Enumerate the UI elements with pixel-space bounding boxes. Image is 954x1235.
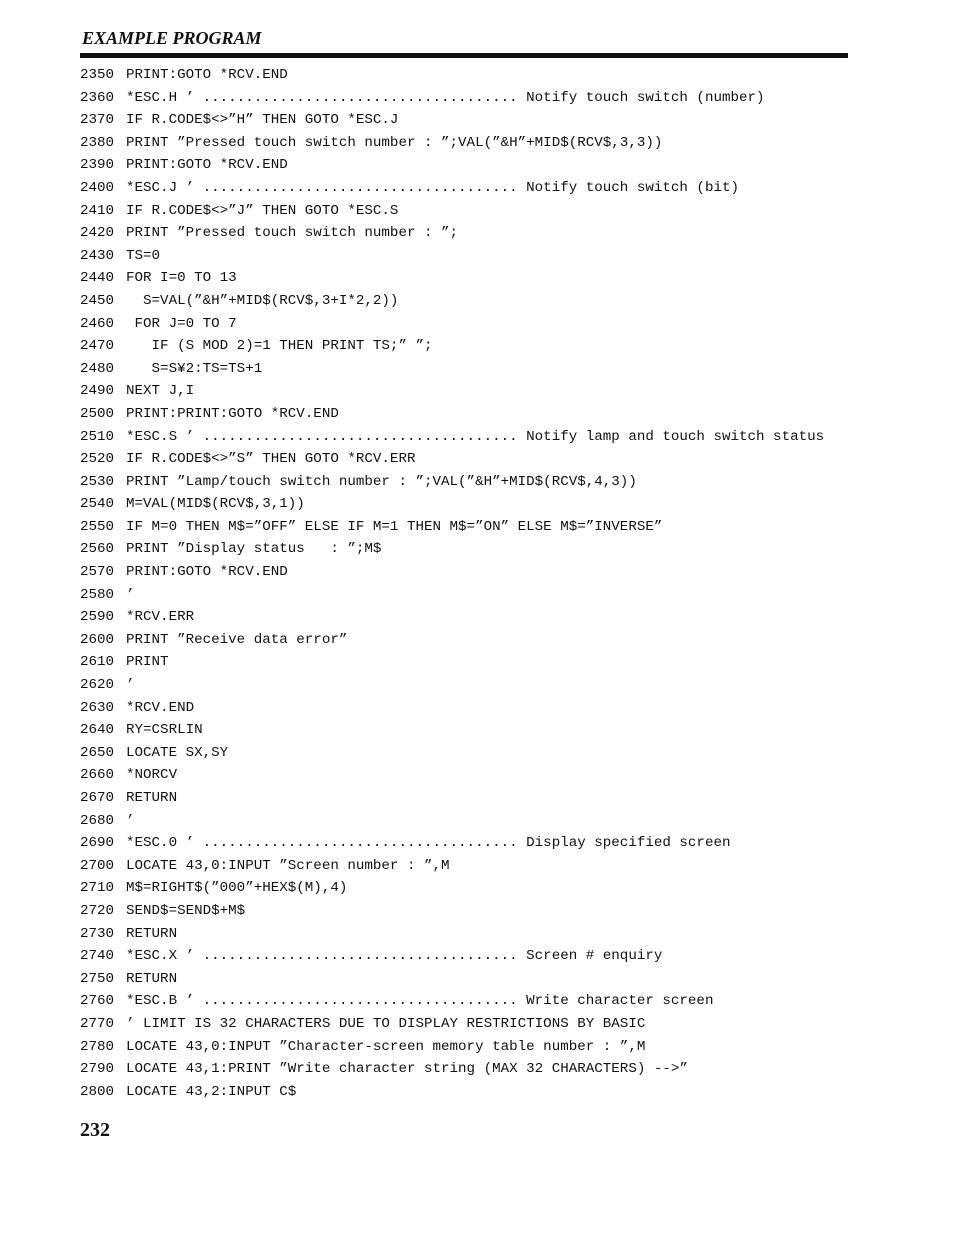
code-line [80, 493, 824, 516]
code-text: ’ [126, 586, 135, 603]
code-text: PRINT ”Receive data error” [126, 631, 348, 648]
code-text: IF R.CODE$<>”S” THEN GOTO *RCV.ERR [126, 451, 416, 468]
line-number: 2720 [80, 902, 115, 919]
code-line [80, 787, 824, 810]
line-number: 2790 [80, 1061, 115, 1078]
line-number: 2530 [80, 473, 115, 490]
code-text: IF M=0 THEN M$=”OFF” ELSE IF M=1 THEN M$=”ON” ELSE M$=”INVERSE” [126, 518, 663, 535]
line-number: 2360 [80, 89, 115, 106]
line-number: 2770 [80, 1015, 115, 1032]
line-number: 2670 [80, 790, 115, 806]
code-text: *ESC.J ’ ..................................... Notify touch switch (bit) [126, 179, 739, 196]
line-number: 2750 [80, 970, 115, 987]
code-text: FOR I=0 TO 13 [126, 270, 237, 287]
code-line [80, 561, 824, 584]
line-number: 2500 [80, 405, 115, 422]
line-number: 2460 [80, 315, 115, 332]
line-number: 2430 [80, 247, 115, 264]
code-line [80, 810, 824, 833]
line-number: 2760 [80, 993, 115, 1010]
code-text: PRINT:GOTO *RCV.END [126, 157, 288, 174]
line-number: 2480 [80, 360, 115, 377]
code-text: S=VAL(”&H”+MID$(RCV$,3+I*2,2)) [126, 292, 399, 309]
code-line [80, 335, 824, 358]
code-line [80, 697, 824, 720]
code-line [80, 877, 824, 900]
code-text: *NORCV [126, 767, 178, 784]
code-text: RY=CSRLIN [126, 722, 203, 739]
code-text: M=VAL(MID$(RCV$,3,1)) [126, 496, 305, 513]
code-line [80, 629, 824, 652]
code-line [80, 109, 824, 132]
line-number: 2550 [80, 518, 115, 535]
line-number: 2680 [80, 812, 115, 829]
line-number: 2370 [80, 112, 115, 129]
code-line [80, 267, 824, 290]
code-line [80, 1058, 824, 1081]
header-rule [80, 53, 848, 58]
line-number: 2690 [80, 835, 115, 852]
code-line [80, 990, 824, 1013]
code-text: FOR J=0 TO 7 [126, 315, 237, 332]
code-text: LOCATE 43,0:INPUT ”Screen number : ”,M [126, 857, 450, 874]
line-number: 2800 [80, 1083, 115, 1100]
code-text: PRINT ”Pressed touch switch number : ”;VAL(”&H”+MID$(RCV$,3,3)) [126, 134, 663, 151]
code-line [80, 1036, 824, 1059]
code-text: SEND$=SEND$+M$ [126, 902, 246, 919]
code-line [80, 764, 824, 787]
line-number: 2640 [80, 722, 115, 739]
code-line [80, 132, 824, 155]
line-number: 2660 [80, 767, 115, 784]
line-number: 2520 [80, 451, 115, 468]
code-line [80, 380, 824, 403]
line-number: 2390 [80, 157, 115, 174]
line-number: 2400 [80, 179, 115, 196]
line-number: 2410 [80, 202, 115, 219]
code-line [80, 313, 824, 336]
code-text: *ESC.0 ’ ..................................... Display specified screen [126, 835, 731, 852]
line-number: 2590 [80, 609, 115, 626]
line-number: 2620 [80, 677, 115, 694]
code-line [80, 945, 824, 968]
line-number: 2420 [80, 225, 115, 242]
code-text: LOCATE 43,0:INPUT ”Character-screen memory table number : ”,M [126, 1038, 646, 1055]
section-header: EXAMPLE PROGRAM [82, 28, 262, 48]
code-text: *RCV.ERR [126, 609, 195, 626]
code-line [80, 245, 824, 268]
code-text: PRINT ”Pressed touch switch number : ”; [126, 225, 459, 242]
line-number: 2700 [80, 857, 115, 874]
line-number: 2650 [80, 744, 115, 761]
line-number: 2710 [80, 880, 115, 897]
code-text: RETURN [126, 790, 178, 806]
code-line [80, 426, 824, 449]
code-line [80, 154, 824, 177]
code-text: PRINT ”Display status : ”;M$ [126, 541, 382, 558]
code-text: LOCATE 43,2:INPUT C$ [126, 1083, 297, 1100]
code-line [80, 606, 824, 629]
code-text: *RCV.END [126, 699, 195, 716]
line-number: 2490 [80, 383, 115, 400]
code-line [80, 1013, 824, 1036]
code-text: IF R.CODE$<>”J” THEN GOTO *ESC.S [126, 202, 399, 219]
code-line [80, 516, 824, 539]
code-text: ’ [126, 812, 135, 829]
code-text: *ESC.S ’ ..................................... Notify lamp and touch switch status [126, 428, 825, 445]
page-number: 232 [80, 1119, 110, 1141]
code-text: PRINT:GOTO *RCV.END [126, 564, 288, 581]
line-number: 2740 [80, 948, 115, 965]
code-text: PRINT:PRINT:GOTO *RCV.END [126, 405, 339, 422]
code-line [80, 222, 824, 245]
code-text: M$=RIGHT$(”000”+HEX$(M),4) [126, 880, 348, 897]
code-line [80, 719, 824, 742]
code-line [80, 64, 824, 87]
code-text: ’ LIMIT IS 32 CHARACTERS DUE TO DISPLAY RESTRICTIONS BY BASIC [126, 1015, 646, 1032]
line-number: 2630 [80, 699, 115, 716]
code-line [80, 538, 824, 561]
code-line [80, 290, 824, 313]
code-line [80, 584, 824, 607]
code-line [80, 855, 824, 878]
line-number: 2380 [80, 134, 115, 151]
code-text: PRINT:GOTO *RCV.END [126, 67, 288, 83]
code-text: PRINT ”Lamp/touch switch number : ”;VAL(”&H”+MID$(RCV$,4,3)) [126, 473, 637, 490]
line-number: 2570 [80, 564, 115, 581]
program-listing [80, 64, 824, 1103]
code-line [80, 1081, 824, 1104]
code-text: LOCATE SX,SY [126, 744, 229, 761]
code-text: NEXT J,I [126, 383, 195, 400]
code-text: TS=0 [126, 247, 161, 264]
line-number: 2600 [80, 631, 115, 648]
code-line [80, 358, 824, 381]
code-text: LOCATE 43,1:PRINT ”Write character string (MAX 32 CHARACTERS) -->” [126, 1061, 688, 1078]
code-line [80, 177, 824, 200]
line-number: 2470 [80, 338, 115, 355]
code-text: IF (S MOD 2)=1 THEN PRINT TS;” ”; [126, 338, 433, 355]
code-text: ’ [126, 677, 135, 694]
line-number: 2780 [80, 1038, 115, 1055]
line-number: 2510 [80, 428, 115, 445]
code-text: *ESC.X ’ ..................................... Screen # enquiry [126, 948, 663, 965]
line-number: 2560 [80, 541, 115, 558]
line-number: 2450 [80, 292, 115, 309]
line-number: 2730 [80, 925, 115, 942]
code-text: RETURN [126, 970, 178, 987]
line-number: 2580 [80, 586, 115, 603]
code-line [80, 448, 824, 471]
code-line [80, 742, 824, 765]
code-line [80, 674, 824, 697]
code-text: *ESC.H ’ ..................................... Notify touch switch (number) [126, 89, 765, 106]
line-number: 2440 [80, 270, 115, 287]
code-line [80, 403, 824, 426]
line-number: 2350 [80, 67, 115, 83]
code-line [80, 900, 824, 923]
code-text: IF R.CODE$<>”H” THEN GOTO *ESC.J [126, 112, 399, 129]
code-text: PRINT [126, 654, 169, 671]
code-text: *ESC.B ’ ..................................... Write character screen [126, 993, 714, 1010]
code-text: RETURN [126, 925, 178, 942]
code-line [80, 923, 824, 946]
code-text: S=S¥2:TS=TS+1 [126, 360, 263, 377]
line-number: 2540 [80, 496, 115, 513]
code-line [80, 832, 824, 855]
code-line [80, 968, 824, 991]
code-line [80, 87, 824, 110]
code-line [80, 471, 824, 494]
code-line [80, 651, 824, 674]
line-number: 2610 [80, 654, 115, 671]
code-line [80, 200, 824, 223]
